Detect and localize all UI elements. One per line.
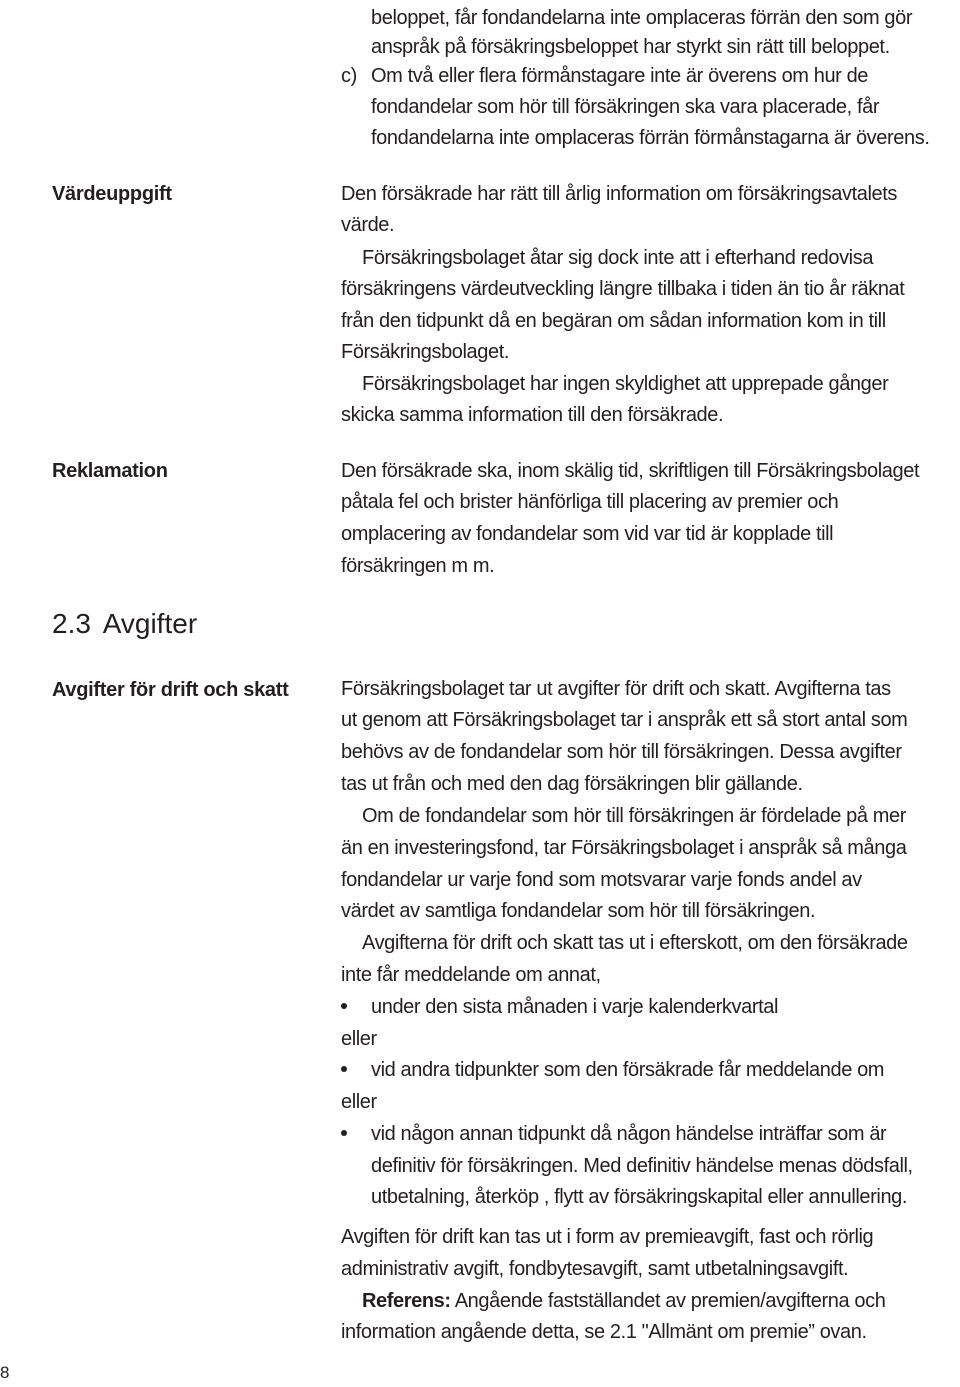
drift-line-6: än en investeringsfond, tar Försäkringsbolaget i anspråk så många <box>341 837 907 859</box>
intro-line-5: fondandelarna inte omplaceras förrän förmånstagarna är överens. <box>371 127 930 149</box>
side-heading-drift: Avgifter för drift och skatt <box>52 679 289 701</box>
drift-after-line-1: Avgiften för drift kan tas ut i form av premieavgift, fast och rörlig <box>341 1226 874 1248</box>
drift-line-7: fondandelar ur varje fond som motsvarar varje fonds andel av <box>341 869 862 891</box>
vardeuppgift-line-2: värde. <box>341 214 395 236</box>
reklamation-line-4: försäkringen m m. <box>341 555 495 577</box>
reference-line-2: information angående detta, se 2.1 "Allmänt om premie” ovan. <box>341 1321 867 1343</box>
or-word-2: eller <box>341 1091 377 1113</box>
reklamation-line-1: Den försäkrade ska, inom skälig tid, skriftligen till Försäkringsbolaget <box>341 460 920 482</box>
drift-line-9: Avgifterna för drift och skatt tas ut i efterskott, om den försäkrade <box>362 932 908 954</box>
list-item-marker-c: c) <box>341 65 357 87</box>
reklamation-line-2: påtala fel och brister hänförliga till placering av premier och <box>341 491 839 513</box>
vardeuppgift-line-7: Försäkringsbolaget har ingen skyldighet att upprepade gånger <box>362 373 889 395</box>
vardeuppgift-line-3: Försäkringsbolaget åtar sig dock inte att i efterhand redovisa <box>362 247 874 269</box>
section-number: 2.3 <box>52 608 91 639</box>
intro-line-2: anspråk på försäkringsbeloppet har styrkt sin rätt till beloppet. <box>371 36 890 58</box>
section-title: Avgifter <box>102 608 198 639</box>
vardeuppgift-line-5: från den tidpunkt då en begäran om sådan information kom in till <box>341 310 886 332</box>
section-heading <box>52 606 197 642</box>
bullet-dot-1 <box>341 1003 347 1009</box>
drift-line-4: tas ut från och med den dag försäkringen blir gällande. <box>341 773 803 795</box>
side-heading-reklamation: Reklamation <box>52 460 168 482</box>
intro-line-1: beloppet, får fondandelarna inte omplaceras förrän den som gör <box>371 7 913 29</box>
reference-line-1 <box>362 1285 885 1317</box>
drift-line-2: ut genom att Försäkringsbolaget tar i anspråk ett så stort antal som <box>341 709 908 731</box>
vardeuppgift-line-4: försäkringens värdeutveckling längre tillbaka i tiden än tio år räknat <box>341 278 905 300</box>
page-number: 8 <box>0 1363 10 1382</box>
drift-line-1: Försäkringsbolaget tar ut avgifter för drift och skatt. Avgifterna tas <box>341 678 891 700</box>
drift-after-line-2: administrativ avgift, fondbytesavgift, samt utbetalningsavgift. <box>341 1258 849 1280</box>
bullet-item-3-line-1: vid någon annan tidpunkt då någon händelse inträffar som är <box>371 1123 887 1145</box>
bullet-item-2: vid andra tidpunkter som den försäkrade får meddelande om <box>371 1059 885 1081</box>
bullet-item-3-line-3: utbetalning, återköp , flytt av försäkringskapital eller annullering. <box>371 1186 908 1208</box>
vardeuppgift-line-1: Den försäkrade har rätt till årlig information om försäkringsavtalets <box>341 183 897 205</box>
intro-line-4: fondandelar som hör till försäkringen ska vara placerade, får <box>371 96 880 118</box>
drift-line-8: värdet av samtliga fondandelar som hör till försäkringen. <box>341 900 816 922</box>
side-heading-vardeuppgift: Värdeuppgift <box>52 183 172 205</box>
reference-text: Angående fastställandet av premien/avgifterna och <box>454 1290 886 1312</box>
vardeuppgift-line-8: skicka samma information till den försäkrade. <box>341 404 724 426</box>
drift-line-5: Om de fondandelar som hör till försäkringen är fördelade på mer <box>362 805 906 827</box>
intro-line-3: Om två eller flera förmånstagare inte är överens om hur de <box>371 65 869 87</box>
bullet-item-3-line-2: definitiv för försäkringen. Med definitiv händelse menas dödsfall, <box>371 1155 913 1177</box>
bullet-dot-2 <box>341 1066 347 1072</box>
reference-label: Referens: <box>362 1290 451 1312</box>
drift-line-3: behövs av de fondandelar som hör till försäkringen. Dessa avgifter <box>341 741 902 763</box>
reklamation-line-3: omplacering av fondandelar som vid var tid är kopplade till <box>341 523 834 545</box>
drift-line-10: inte får meddelande om annat, <box>341 964 601 986</box>
vardeuppgift-line-6: Försäkringsbolaget. <box>341 341 510 363</box>
or-word-1: eller <box>341 1028 377 1050</box>
bullet-dot-3 <box>341 1130 347 1136</box>
bullet-item-1: under den sista månaden i varje kalenderkvartal <box>371 996 779 1018</box>
